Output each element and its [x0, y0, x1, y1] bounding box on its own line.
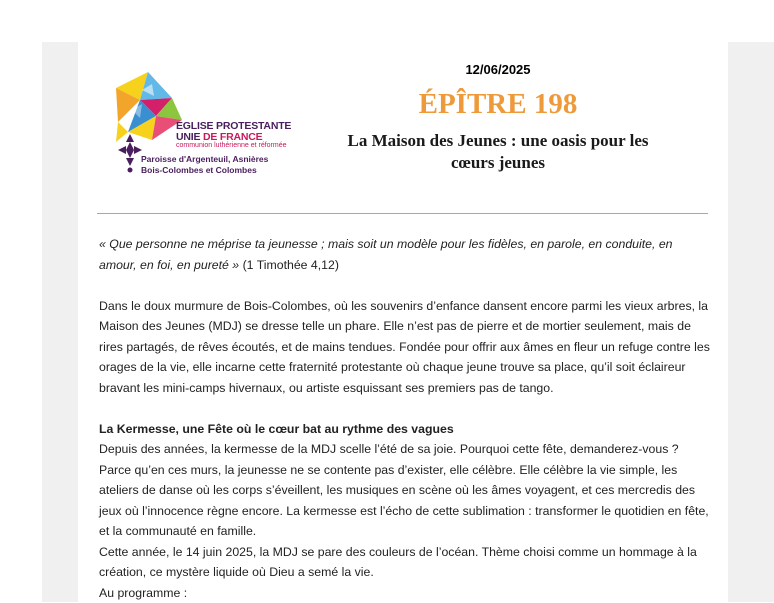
section-paragraph-2: Cette année, le 14 juin 2025, la MDJ se pare des couleurs de l’océan. Thème choisi comme un hommage à la création, ce mystère liquide où Dieu a semé la vie.	[99, 542, 711, 583]
quote-text: « Que personne ne méprise ta jeunesse ; mais soit un modèle pour les fidèles, en parole, en conduite, en amour, en foi, en pureté »	[99, 237, 673, 272]
section-heading: La Kermesse, une Fête où le cœur bat au rythme des vagues	[99, 419, 711, 440]
logo-parish	[141, 154, 268, 176]
left-gutter	[42, 42, 78, 602]
logo-parish-line2: Bois-Colombes et Colombes	[141, 165, 268, 176]
logo-org-line1: EGLISE PROTESTANTE	[176, 121, 291, 132]
right-gutter	[728, 42, 774, 602]
article-body	[99, 234, 711, 603]
section-paragraph-3: Au programme :	[99, 583, 711, 603]
issue-date: 12/06/2025	[398, 62, 598, 77]
logo-org-line2a: UNIE	[176, 131, 200, 143]
epistle-title: ÉPÎTRE 198	[388, 88, 608, 121]
logo-parish-line1: Paroisse d'Argenteuil, Asnières	[141, 154, 268, 165]
header-divider	[97, 213, 708, 214]
quote-reference: (1 Timothée 4,12)	[239, 258, 339, 272]
logo-org-name	[176, 121, 291, 143]
bible-quote	[99, 234, 711, 275]
epistle-subtitle: La Maison des Jeunes : une oasis pour les cœurs jeunes	[330, 130, 666, 174]
intro-paragraph: Dans le doux murmure de Bois-Colombes, où les souvenirs d’enfance dansent encore parmi les vieux arbres, la Maison des Jeunes (MDJ) se dresse telle un phare. Elle n’est pas de pierre et de mortier seulement, mais de rires partagés, de rêves écoutés, et de mains tendues. Fondée pour offrir aux âmes en fleur un refuge contre les orages de la vie, elle incarne cette fraternité protestante où chaque jeune trouve sa place, qu’il soit éclaireur bravant les mini-camps hivernaux, ou artiste esquissant ses premiers pas de tango.	[99, 296, 711, 399]
section-paragraph-1: Depuis des années, la kermesse de la MDJ scelle l’été de sa joie. Pourquoi cette fête, demanderez-vous ? Parce qu’en ces murs, la jeunesse ne se contente pas d’exister, elle célèbre. Elle célèbre la vie simple, les ateliers de danse où les corps s’éveillent, les musiques en scène où les âmes voyagent, et ces mercredis des jeux où l’innocence règne encore. La kermesse est l’écho de cette sublimation : transformer le quotidien en fête, et la communauté en famille.	[99, 439, 711, 542]
logo-org-line2b: DE FRANCE	[200, 131, 262, 143]
logo-tagline: communion luthérienne et réformée	[176, 142, 287, 149]
huguenot-cross-icon	[118, 134, 142, 173]
